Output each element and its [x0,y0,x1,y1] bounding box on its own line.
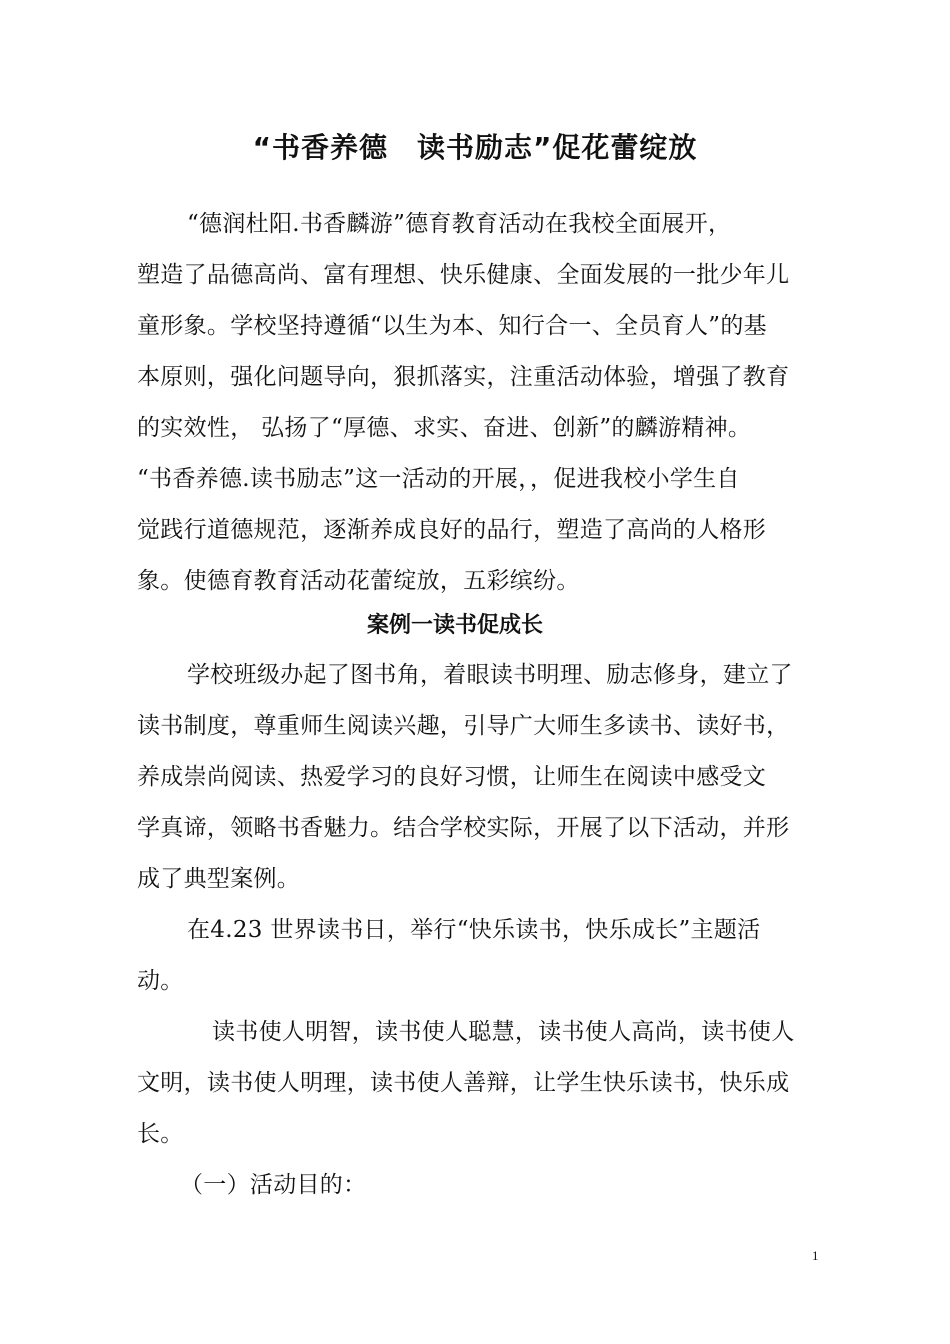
text-line: 长。 [137,1121,184,1147]
text-line: 本原则，强化问题导向，狠抓落实，注重活动体验，增强了教育 [137,364,790,390]
text-line: 学真谛，领略书香魅力。结合学校实际，开展了以下活动，并形 [137,815,790,841]
text-line: 读书使人明智，读书使人聪慧，读书使人高尚，读书使人 [212,1019,795,1045]
page-number: 1 [812,1248,819,1263]
document-title: “书香养德 读书励志”促花蕾绽放 [252,131,698,164]
subsection-heading: （一）活动目的： [180,1172,367,1198]
text-line: 养成崇尚阅读、热爱学习的良好习惯，让师生在阅读中感受文 [137,764,767,790]
text-line: 成了典型案例。 [137,866,301,892]
text-line: “书香养德.读书励志”这一活动的开展，，促进我校小学生自 [137,466,740,492]
text-line: 的实效性， 弘扬了“厚德、求实、奋进、创新”的麟游精神。 [137,415,752,441]
text-line: 象。使德育教育活动花蕾绽放，五彩缤纷。 [137,568,580,594]
text-line: “德润杜阳.书香麟游”德育教育活动在我校全面展开， [187,211,732,237]
text-line: 读书制度，尊重师生阅读兴趣，引导广大师生多读书、读好书， [137,713,790,739]
text-line: 觉践行道德规范，逐渐养成良好的品行，塑造了高尚的人格形 [137,517,767,543]
text-line: 动。 [137,968,184,994]
text-line: 童形象。学校坚持遵循“以生为本、知行合一、全员育人”的基 [137,313,767,339]
text-line: 塑造了品德高尚、富有理想、快乐健康、全面发展的一批少年儿 [137,262,790,288]
text-line: 学校班级办起了图书角，着眼读书明理、励志修身，建立了 [187,662,793,688]
text-line: 文明，读书使人明理，读书使人善辩，让学生快乐读书，快乐成 [137,1070,790,1096]
text-line: 在4.23 世界读书日，举行“快乐读书，快乐成长”主题活 [187,917,761,943]
section-heading: 案例一读书促成长 [366,613,543,638]
